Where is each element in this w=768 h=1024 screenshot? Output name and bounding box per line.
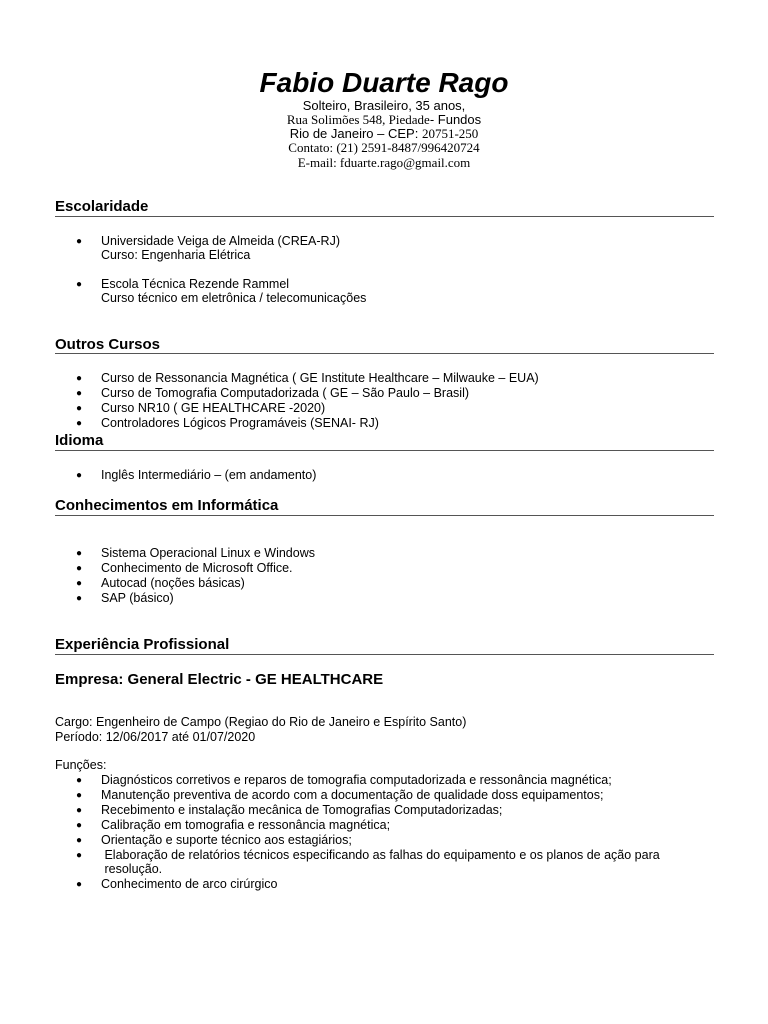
- bullet-icon: ●: [76, 835, 83, 846]
- language-list-item: Inglês Intermediário – (em andamento): [101, 468, 317, 482]
- education-item-course: Curso: Engenharia Elétrica: [101, 248, 251, 262]
- bullet-icon: ●: [76, 578, 83, 589]
- address-line: [0, 112, 768, 127]
- job-role: Cargo: Engenheiro de Campo (Regiao do Rio de Janeiro e Espírito Santo): [55, 715, 467, 729]
- bullet-icon: ●: [76, 775, 83, 786]
- section-title-escolaridade: Escolaridade: [55, 198, 149, 215]
- section-title-informatica: Conhecimentos em Informática: [55, 497, 279, 514]
- section-divider: [55, 654, 714, 655]
- section-divider: [55, 450, 714, 451]
- skill-list-item: Sistema Operacional Linux e Windows: [101, 546, 315, 560]
- city-line: [0, 126, 768, 141]
- section-title-experiencia: Experiência Profissional: [55, 636, 230, 653]
- personal-info-line: Solteiro, Brasileiro, 35 anos,: [302, 98, 466, 113]
- bullet-icon: ●: [76, 470, 83, 481]
- address-complement: - Fundos: [429, 112, 482, 127]
- cep-value: 20751-250: [421, 126, 479, 141]
- bullet-icon: ●: [76, 236, 83, 247]
- bullet-icon: ●: [76, 850, 83, 861]
- duty-list-item: Diagnósticos corretivos e reparos de tomografia computadorizada e ressonância magnética;: [101, 773, 612, 787]
- bullet-icon: ●: [76, 403, 83, 414]
- bullet-icon: ●: [76, 563, 83, 574]
- bullet-icon: ●: [76, 593, 83, 604]
- bullet-icon: ●: [76, 805, 83, 816]
- skill-list-item: SAP (básico): [101, 591, 174, 605]
- duty-list-item: Manutenção preventiva de acordo com a documentação de qualidade doss equipamentos;: [101, 788, 604, 802]
- section-divider: [55, 353, 714, 354]
- bullet-icon: ●: [76, 879, 83, 890]
- duty-list-item: Elaboração de relatórios técnicos especificando as falhas do equipamento e os planos de ação para: [101, 848, 660, 862]
- bullet-icon: ●: [76, 820, 83, 831]
- bullet-icon: ●: [76, 373, 83, 384]
- duty-list-item: Conhecimento de arco cirúrgico: [101, 877, 278, 891]
- course-list-item: Curso de Ressonancia Magnética ( GE Institute Healthcare – Milwauke – EUA): [101, 371, 539, 385]
- education-item-course: Curso técnico em eletrônica / telecomunicações: [101, 291, 367, 305]
- duty-list-item: Recebimento e instalação mecânica de Tomografias Computadorizadas;: [101, 803, 503, 817]
- bullet-icon: ●: [76, 388, 83, 399]
- contact-line: Contato: (21) 2591-8487/996420724: [288, 140, 480, 155]
- duty-list-item: Calibração em tomografia e ressonância magnética;: [101, 818, 391, 832]
- section-title-idioma: Idioma: [55, 432, 104, 449]
- course-list-item: Curso NR10 ( GE HEALTHCARE -2020): [101, 401, 326, 415]
- city-label: Rio de Janeiro – CEP:: [289, 126, 422, 141]
- education-item-title: Escola Técnica Rezende Rammel: [101, 277, 290, 291]
- job-period: Período: 12/06/2017 até 01/07/2020: [55, 730, 256, 744]
- section-divider: [55, 216, 714, 217]
- duty-list-item-continuation: resolução.: [101, 862, 163, 876]
- skill-list-item: Conhecimento de Microsoft Office.: [101, 561, 293, 575]
- section-title-outros-cursos: Outros Cursos: [55, 336, 161, 353]
- candidate-name: Fabio Duarte Rago: [259, 67, 509, 98]
- company-name: Empresa: General Electric - GE HEALTHCARE: [55, 671, 384, 688]
- bullet-icon: ●: [76, 418, 83, 429]
- address-street: Rua Solimões 548, Piedade: [286, 112, 430, 127]
- education-item-title: Universidade Veiga de Almeida (CREA-RJ): [101, 234, 340, 248]
- section-divider: [55, 515, 714, 516]
- course-list-item: Controladores Lógicos Programáveis (SENAI- RJ): [101, 416, 379, 430]
- duty-list-item: Orientação e suporte técnico aos estagiários;: [101, 833, 352, 847]
- duties-label: Funções:: [55, 758, 107, 772]
- bullet-icon: ●: [76, 279, 83, 290]
- email-line: E-mail: fduarte.rago@gmail.com: [297, 155, 471, 170]
- bullet-icon: ●: [76, 790, 83, 801]
- course-list-item: Curso de Tomografia Computadorizada ( GE – São Paulo – Brasil): [101, 386, 470, 400]
- skill-list-item: Autocad (noções básicas): [101, 576, 245, 590]
- bullet-icon: ●: [76, 548, 83, 559]
